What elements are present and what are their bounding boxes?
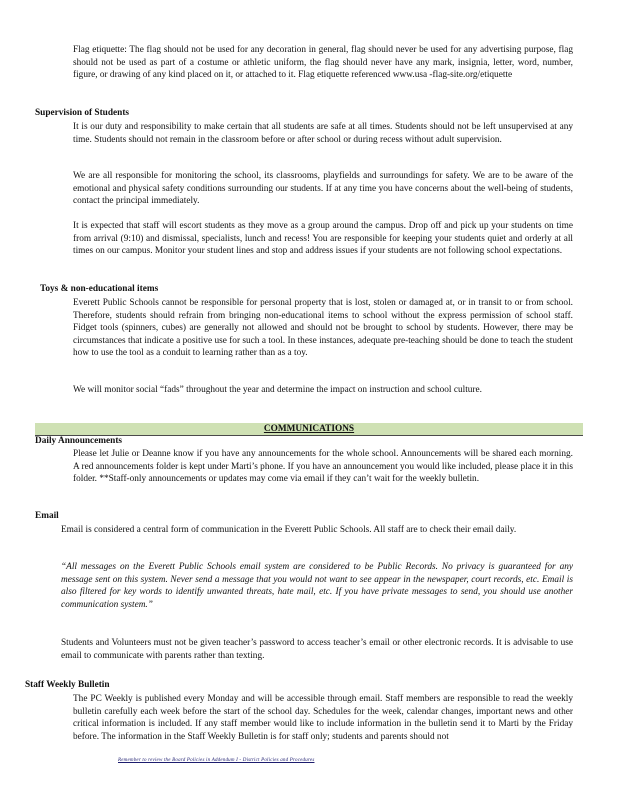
toys-paragraph-1: Everett Public Schools cannot be responsible for personal property that is lost, stolen or damaged at, or in transit to or from school. Therefore, students should refrain from bringing non-educational items to school without the express permission of school staff. Fidget tools (spinners, cubes) are generally not allowed and should not be brought to school by students. However, there may be circumstances that indicate a positive use for such a tool. In these instances, adequate pre-teaching should be done to teach the student how to use the tool as a conduit to learning rather than as a toy. <box>73 298 573 359</box>
toys-heading: Toys & non-educational items <box>40 284 159 294</box>
email-paragraph-3: Students and Volunteers must not be given teacher’s password to access teacher’s email or other electronic records. It is advisable to use email to communicate with parents rather than texting. <box>61 638 573 661</box>
daily-announcements-heading: Daily Announcements <box>35 436 123 446</box>
supervision-paragraph-1: It is our duty and responsibility to make certain that all students are safe at all times. Students should not be left unsupervised at any time. Students should not remain in the classroom before or after school or during recess without adult supervision. <box>73 122 573 145</box>
flag-etiquette-paragraph: Flag etiquette: The flag should not be used for any decoration in general, flag should never be used for any advertising purpose, flag should not be used as part of a costume or athletic uniform, the flag should never have any mark, insignia, letter, word, number, figure, or drawing of any kind placed on it, or attached to it. Flag etiquette referenced www.usa -flag-site.org/etiquette <box>73 45 573 81</box>
supervision-paragraph-3: It is expected that staff will escort students as they move as a group around the campus. Drop off and pick up your students on time from arrival (9:10) and dismissal, specialists, lunch and recess! You are responsible for keeping your students quiet and orderly at all times on our campus. Monitor your student lines and stop and address issues if your students are not following school expectations. <box>73 221 573 257</box>
communications-title: COMMUNICATIONS <box>263 424 355 434</box>
staff-bulletin-paragraph: The PC Weekly is published every Monday and will be accessible through email. Staff members are responsible to read the weekly bulletin carefully each week before the start of the school day. Schedules for the week, calendar changes, important news and other critical information is included. If any staff member would like to include information in the bulletin send it to Marti by the Friday before. The information in the Staff Weekly Bulletin is for staff only; students and parents should not <box>73 694 573 742</box>
email-public-records-quote: “All messages on the Everett Public Schools email system are considered to be Public Records. No privacy is guaranteed for any message sent on this system. Never send a message that you would not want to see appear in the newspaper, court records, etc. Email is also filtered for key words to identify unwanted threats, hate mail, etc. If you have private messages to send, you should use another communication system.” <box>61 562 573 610</box>
footer-note: Remember to review the Board Policies in Addendum I - District Policies and Procedures <box>118 758 315 763</box>
daily-announcements-paragraph: Please let Julie or Deanne know if you have any announcements for the whole school. Announcements will be shared each morning. A red announcements folder is kept under Marti’s phone. If you have an announcement you would like included, please place it in this folder. **Staff-only announcements or updates may come via email if they can’t wait for the weekly bulletin. <box>73 449 573 485</box>
staff-bulletin-heading: Staff Weekly Bulletin <box>25 680 110 690</box>
toys-paragraph-2: We will monitor social “fads” throughout the year and determine the impact on instruction and school culture. <box>73 385 482 395</box>
communications-section-band <box>35 423 583 436</box>
supervision-paragraph-2: We are all responsible for monitoring the school, its classrooms, playfields and surroundings for safety. We are to be aware of the emotional and physical safety conditions surrounding our students. If at any time you have concerns about the well-being of students, contact the principal immediately. <box>73 171 573 207</box>
supervision-heading: Supervision of Students <box>35 108 130 118</box>
email-paragraph-1: Email is considered a central form of communication in the Everett Public Schools. All staff are to check their email daily. <box>61 525 517 535</box>
email-heading: Email <box>35 511 59 521</box>
